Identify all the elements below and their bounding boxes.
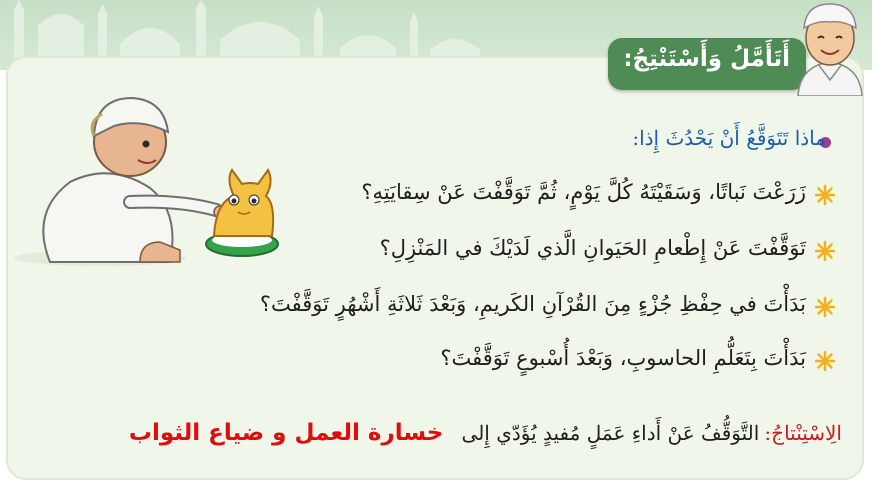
question-text: تَوَقَّفْتَ عَنْ إِطْعامِ الحَيَوانِ الَّذي لَدَيْكَ في المَنْزِلِ؟ — [379, 236, 806, 260]
conclusion-line — [129, 420, 842, 460]
question-text: بَدَأْتَ بِتَعَلُّمِ الحاسوبِ، وَبَعْدَ أُسْبوعٍ تَوَقَّفْتَ؟ — [440, 346, 806, 370]
question-text: زَرَعْتَ نَباتًا، وَسَقَيْتَهُ كُلَّ يَوْمٍ، ثُمَّ تَوَقَّفْتَ عَنْ سِقايَتِهِ؟ — [361, 180, 806, 204]
orange-star-icon — [814, 240, 836, 262]
section-title: أَتَأَمَّلُ وَأَسْتَنْتِجُ: — [623, 46, 790, 72]
mascot-boy-icon — [788, 0, 872, 96]
question-prompt: ماذا تَتَوَقَّعُ أَنْ يَحْدُثَ إِذا: — [632, 126, 826, 150]
conclusion-answer: خسارة العمل و ضياع الثواب — [128, 420, 444, 446]
conclusion-text: التَّوَقُّفُ عَنْ أَداءِ عَمَلٍ مُفيدٍ يُؤَدّي إِلى — [461, 421, 760, 445]
orange-star-icon — [814, 296, 836, 318]
orange-star-icon — [814, 350, 836, 372]
boy-feeding-cat-illustration — [10, 92, 310, 272]
orange-star-icon — [814, 184, 836, 206]
conclusion-label: الِاسْتِنْتاجُ: — [764, 421, 842, 445]
section-header-tab — [608, 38, 806, 90]
question-text: بَدَأْتَ في حِفْظِ جُزْءٍ مِنَ القُرْآنِ الكَريمِ، وَبَعْدَ ثَلاثَةِ أَشْهُرٍ تَوَقَّفْتَ؟ — [259, 292, 806, 316]
